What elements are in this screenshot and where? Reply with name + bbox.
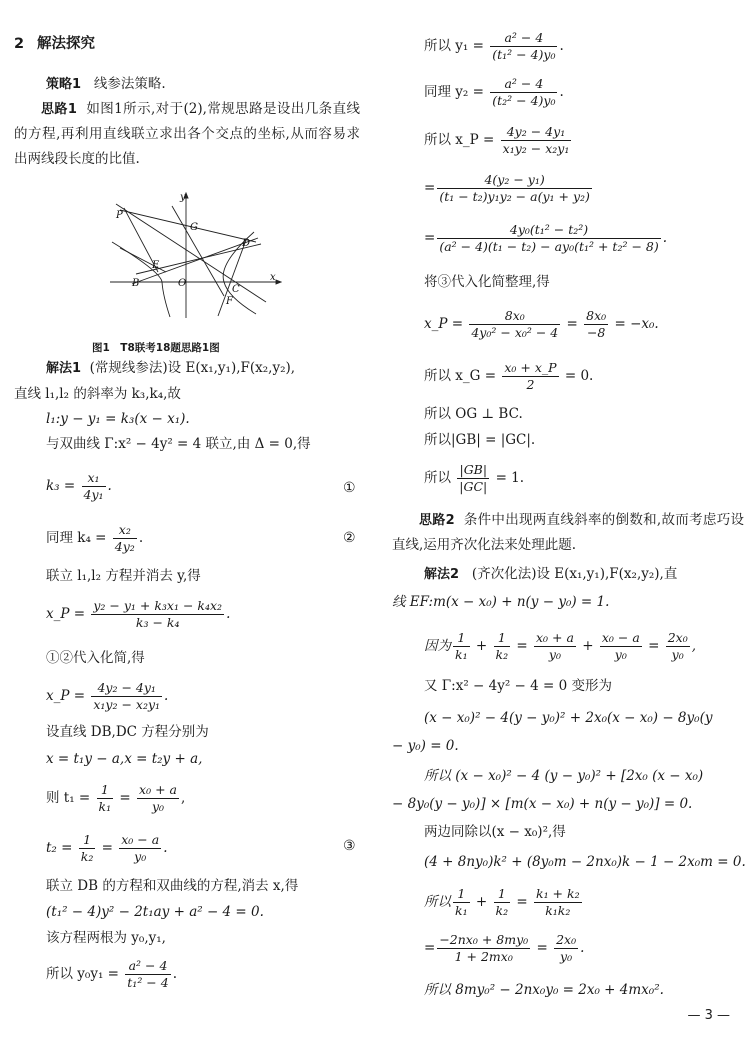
page-number: — 3 — — [687, 1008, 730, 1023]
line-bd — [132, 238, 258, 284]
label-e: E — [152, 260, 160, 271]
combine-text: 与双曲线 Γ:x² − 4y² = 4 联立,由 Δ = 0,得 — [46, 436, 311, 452]
idea-2-paragraph: 思路2 条件中出现两直线斜率的倒数和,故而考虑巧设直线,运用齐次化法来处理此题. — [392, 512, 744, 553]
method-1-intro: 解法1 (常规线参法)设 E(x₁,y₁),F(x₂,y₂), — [46, 360, 296, 376]
label-d: D — [242, 238, 251, 249]
section-heading: 2 解法探究 — [14, 36, 95, 52]
homogenized-equation-2: − 8y₀(y − y₀)] × [m(x − x₀) + n(y − y₀)] = 0. — [392, 796, 693, 812]
method-1-intro-2: 直线 l₁,l₂ 的斜率为 k₃,k₄,故 — [14, 386, 181, 402]
hyperbola-left-branch — [112, 242, 170, 317]
k3-formula: k₃ = $\frac{\text{x₁}}{\text{4y₁}}$ . — [46, 470, 112, 502]
divide-text: 两边同除以(x − x₀)²,得 — [424, 824, 566, 840]
x-axis-arrow — [276, 280, 281, 284]
ratio-formula: 所以 $\frac{|GB|}{|GC|}$ = 1. — [424, 462, 525, 494]
strategy-1: 策略1 线参法策略. — [46, 76, 166, 92]
sum-formula-2: = $\frac{\text{−2nx₀ + 8my₀}}{\text{1 + 2mx₀}}$ = $\frac{\text{2x₀}}{\text{y₀}}$ . — [424, 932, 585, 964]
substitute-3-text: 将③代入化简整理,得 — [424, 274, 550, 290]
eliminate-text: 联立 l₁,l₂ 方程并消去 y,得 — [46, 568, 201, 584]
equation-number-1: ① — [343, 480, 356, 496]
label-p: P — [116, 210, 123, 221]
product-formula: 所以 y₀y₁ = $\frac{\text{a² − 4}}{\text{t₁² − 4}}$ . — [46, 958, 177, 990]
db-dc-equations: x = t₁y − a,x = t₂y + a, — [46, 751, 203, 767]
xp-formula-right-3: = $\frac{\text{4y₀(t₁² − t₂²)}}{\text{(a² − 4)(t₁ − t₂) − ay₀(t₁² + t₂² − 8)}}$ . — [424, 222, 668, 254]
k4-formula: 同理 k₄ = $\frac{\text{x₂}}{\text{4y₂}}$ . — [46, 522, 144, 554]
label-c: C — [232, 284, 240, 295]
label-o: O — [178, 278, 187, 289]
label-y: y — [180, 192, 186, 203]
xp-formula-right: 所以 x_P = $\frac{\text{4y₂ − 4y₁}}{\text{x₁y₂ − x₂y₁}}$ — [424, 124, 570, 156]
method-2-intro: 解法2 (齐次化法)设 E(x₁,y₁),F(x₂,y₂),直 — [424, 566, 678, 582]
line-pe — [120, 210, 256, 242]
gamma-transform-text: 又 Γ:x² − 4y² − 4 = 0 变形为 — [424, 678, 613, 694]
sum-formula: 所以 $\frac{1}{\text{k₁}}$ + $\frac{1}{\text{k₂}}$ = $\frac{\text{k₁ + k₂}}{\text{k₁k₂}}$ — [424, 886, 580, 918]
label-b: B — [132, 278, 140, 289]
t1-formula: 则 t₁ = $\frac{1}{\text{k₁}}$ = $\frac{\text{x₀ + a}}{\text{y₀}}$ , — [46, 782, 186, 814]
xp-formula-right-4: x_P = $\frac{\text{8x₀}}{\text{4y₀² − x₀² − 4}}$ = $\frac{\text{8x₀}}{-8}$ = −x₀. — [424, 308, 659, 340]
figure-1-diagram — [106, 192, 282, 322]
reciprocal-sum: 因为 $\frac{1}{\text{k₁}}$ + $\frac{1}{\text{k₂}}$ = $\frac{\text{x₀ + a}}{\text{y₀}}$ + $\frac{\text{x₀ − a}}{\text{y₀}}$ = $\frac{\text{2x₀}}{\text{y₀}}$ , — [424, 630, 696, 662]
line-ef-equation: 线 EF:m(x − x₀) + n(y − y₀) = 1. — [392, 594, 610, 610]
final-equation: 所以 8my₀² − 2nx₀y₀ = 2x₀ + 4mx₀². — [424, 982, 664, 998]
line-l1-equation: l₁:y − y₁ = k₃(x − x₁). — [46, 411, 190, 427]
xp-formula-2: x_P = $\frac{\text{4y₂ − 4y₁}}{\text{x₁y₂ − x₂y₁}}$ . — [46, 680, 169, 712]
idea-1-paragraph: 思路1 如图1所示,对于(2),常规思路是设出几条直线的方程,再利用直线联立求出各个交点的坐标,从而容易求出两线段长度的比值. — [14, 101, 361, 167]
expanded-equation-2: − y₀) = 0. — [392, 738, 459, 754]
equal-length-text: 所以|GB| = |GC|. — [424, 432, 536, 448]
perpendicular-text: 所以 OG ⊥ BC. — [424, 406, 523, 422]
equation-number-2: ② — [343, 530, 356, 546]
equation-number-3: ③ — [343, 838, 356, 854]
t2-formula: t₂ = $\frac{1}{\text{k₂}}$ = $\frac{\text{x₀ − a}}{\text{y₀}}$ . — [46, 832, 168, 864]
substitute-text: ①②代入化简,得 — [46, 650, 145, 666]
expanded-equation-1: (x − x₀)² − 4(y − y₀)² + 2x₀(x − x₀) − 8y₀(y — [424, 710, 713, 726]
xp-formula-1: x_P = $\frac{\text{y₂ − y₁ + k₃x₁ − k₄x₂}}{\text{k₃ − k₄}}$ . — [46, 598, 231, 630]
k-quadratic: (4 + 8ny₀)k² + (8y₀m − 2nx₀)k − 1 − 2x₀m = 0. — [424, 854, 746, 870]
xg-formula: 所以 x_G = $\frac{\text{x₀ + x\_P}}{2}$ = 0. — [424, 360, 594, 392]
xp-formula-right-2: = $\frac{\text{4(y₂ − y₁)}}{\text{(t₁ − t₂)y₁y₂ − a(y₁ + y₂)}}$ — [424, 172, 590, 204]
homogenized-equation-1: 所以 (x − x₀)² − 4 (y − y₀)² + [2x₀ (x − x₀) — [424, 768, 704, 784]
roots-text: 该方程两根为 y₀,y₁, — [46, 930, 166, 946]
figure-1-caption: 图1 T8联考18题思路1图 — [92, 342, 220, 354]
y2-formula: 同理 y₂ = $\frac{\text{a² − 4}}{\text{(t₂² − 4)y₀}}$ . — [424, 76, 564, 108]
set-db-text: 设直线 DB,DC 方程分别为 — [46, 724, 209, 740]
label-g: G — [190, 222, 198, 233]
combine-db-text: 联立 DB 的方程和双曲线的方程,消去 x,得 — [46, 878, 299, 894]
label-x: x — [270, 272, 276, 283]
label-f: F — [226, 296, 233, 307]
quadratic-equation: (t₁² − 4)y² − 2t₁ay + a² − 4 = 0. — [46, 904, 264, 920]
y1-formula: 所以 y₁ = $\frac{\text{a² − 4}}{\text{(t₁² − 4)y₀}}$ . — [424, 30, 564, 62]
